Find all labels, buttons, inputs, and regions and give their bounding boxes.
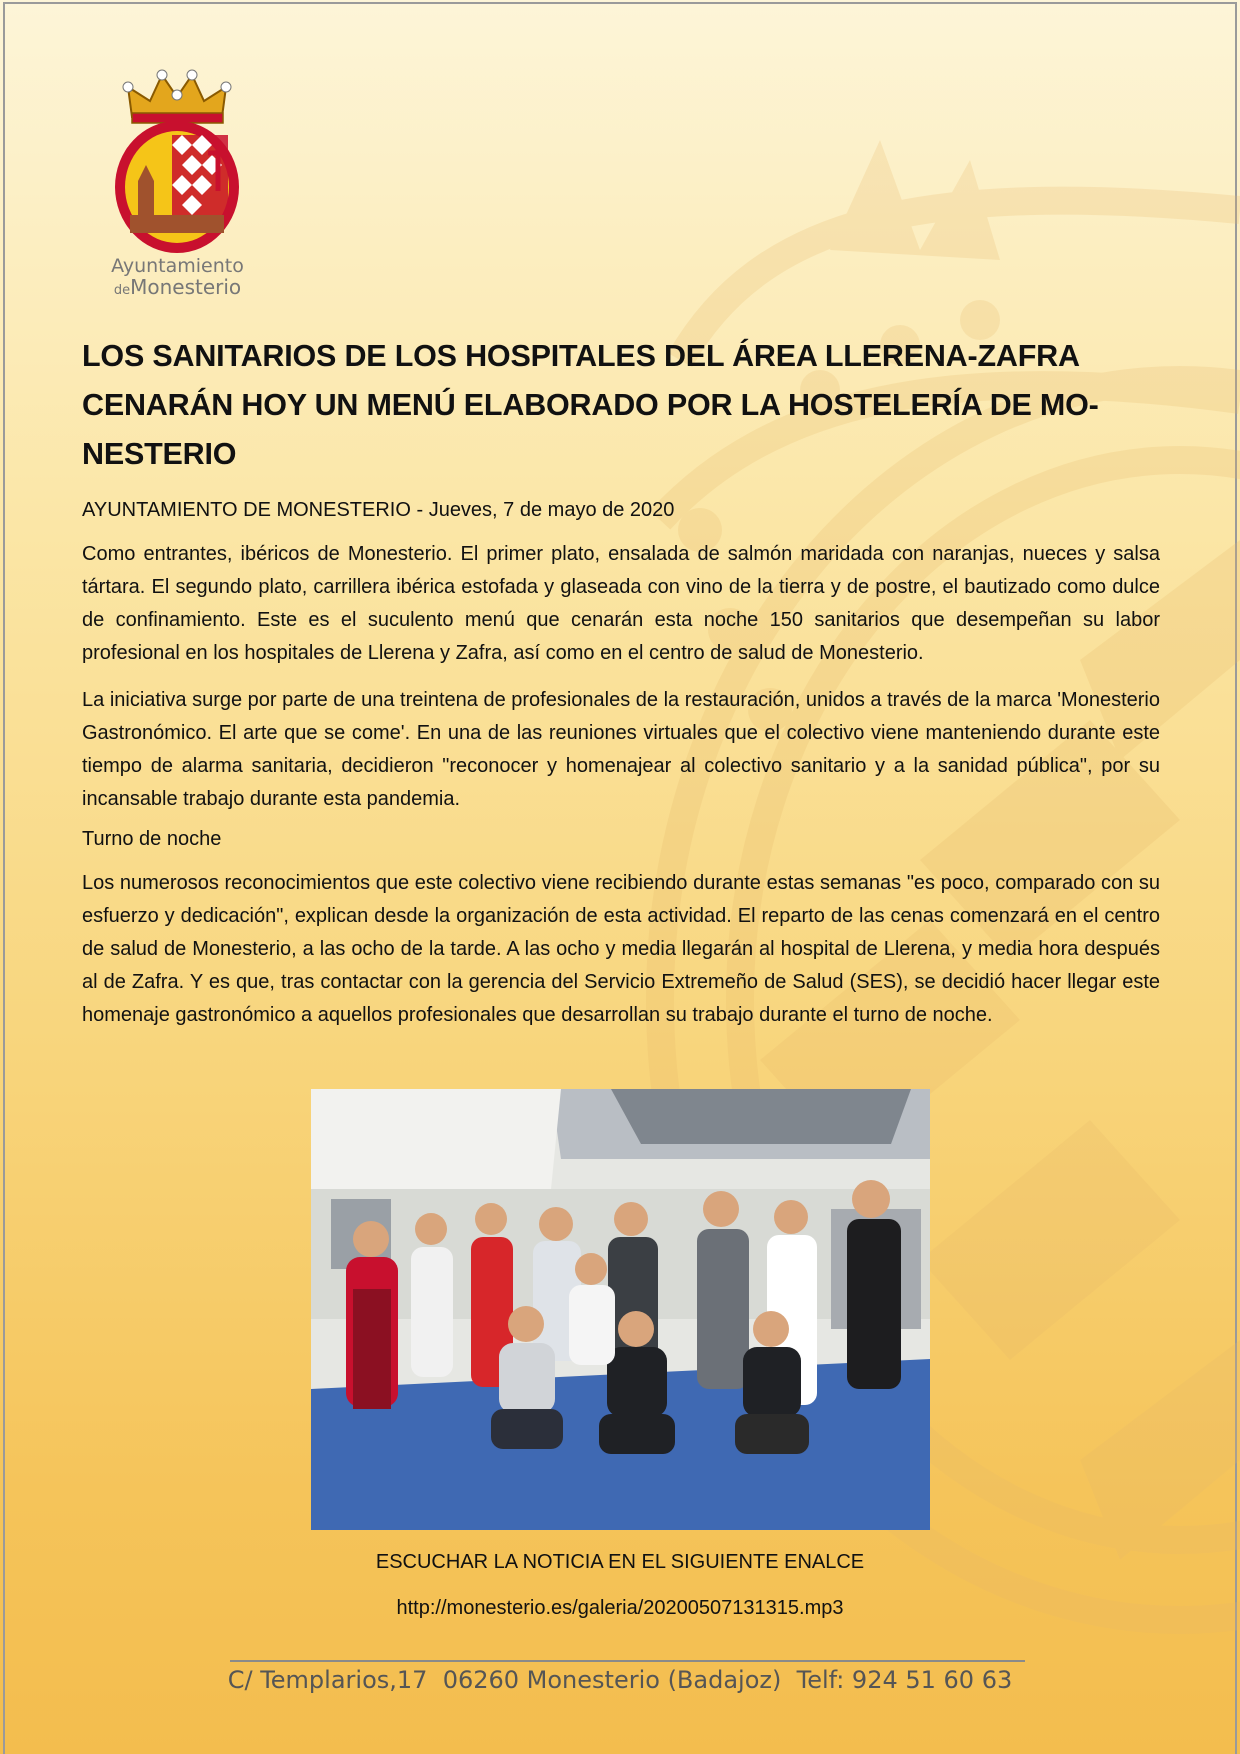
- article: [82, 332, 1160, 1032]
- group-photo-image: [311, 1089, 930, 1530]
- footer-divider: [230, 1660, 1025, 1662]
- logo-line2-main: Monesterio: [130, 275, 242, 299]
- headline-line-3: NESTERIO: [82, 437, 237, 471]
- headline-line-1: LOS SANITARIOS DE LOS HOSPITALES DEL ÁREA LLERENA-ZAFRA: [82, 339, 1080, 373]
- article-photo: [311, 1089, 930, 1530]
- logo-line2-prefix: de: [113, 283, 131, 298]
- byline: AYUNTAMIENTO DE MONESTERIO - Jueves, 7 de mayo de 2020: [82, 499, 675, 521]
- audio-link[interactable]: http://monesterio.es/galeria/20200507131315.mp3: [396, 1597, 844, 1619]
- audio-caption: ESCUCHAR LA NOTICIA EN EL SIGUIENTE ENALCE: [375, 1551, 865, 1573]
- paragraph-1: Como entrantes, ibéricos de Monesterio. El primer plato, ensalada de salmón maridada con naranjas, nueces y salsa tártara. El segundo plato, carrillera ibérica estofada y glaseada con vino de la tierra y de postre, el bautizado como dulce de confinamiento. Este es el suculento menú que cenarán esta noche 150 sanitarios que desempeñan su labor profesional en los hospitales de Llerena y Zafra, así como en el centro de salud de Monesterio.: [82, 543, 1160, 664]
- headline-line-2: CENARÁN HOY UN MENÚ ELABORADO POR LA HOSTELERÍA DE MO-: [82, 388, 1099, 422]
- footer-address: C/ Templarios,17 06260 Monesterio (Badajoz) Telf: 924 51 60 63: [227, 1666, 1013, 1694]
- logo-line2: [110, 275, 245, 299]
- paragraph-2: La iniciativa surge por parte de una treintena de profesionales de la restauración, unidos a través de la marca 'Monesterio Gastronómico. El arte que se come'. En una de las reuniones virtuales que el colectivo viene manteniendo durante este tiempo de alarma sanitaria, decidieron "reconocer y homenajear al colectivo sanitario y a la sanidad pública", por su incansable trabajo durante esta pandemia.: [82, 689, 1160, 810]
- subheading: Turno de noche: [82, 828, 222, 850]
- municipality-logo: [110, 65, 245, 300]
- paragraph-3: Los numerosos reconocimientos que este colectivo viene recibiendo durante estas semanas "es poco, comparado con su esfuerzo y dedicación", explican desde la organización de esta actividad. El reparto de las cenas comenzará en el centro de salud de Monesterio, a las ocho de la tarde. A las ocho y media llegarán al hospital de Llerena, y media hora después al de Zafra. Y es que, tras contactar con la gerencia del Servicio Extremeño de Salud (SES), se decidió hacer llegar este homenaje gastronómico a aquellos profesionales que desarrollan su trabajo durante el turno de noche.: [82, 872, 1160, 1026]
- coat-of-arms-icon: [110, 65, 245, 255]
- headline: [82, 332, 1160, 479]
- logo-line1: Ayuntamiento: [111, 255, 244, 277]
